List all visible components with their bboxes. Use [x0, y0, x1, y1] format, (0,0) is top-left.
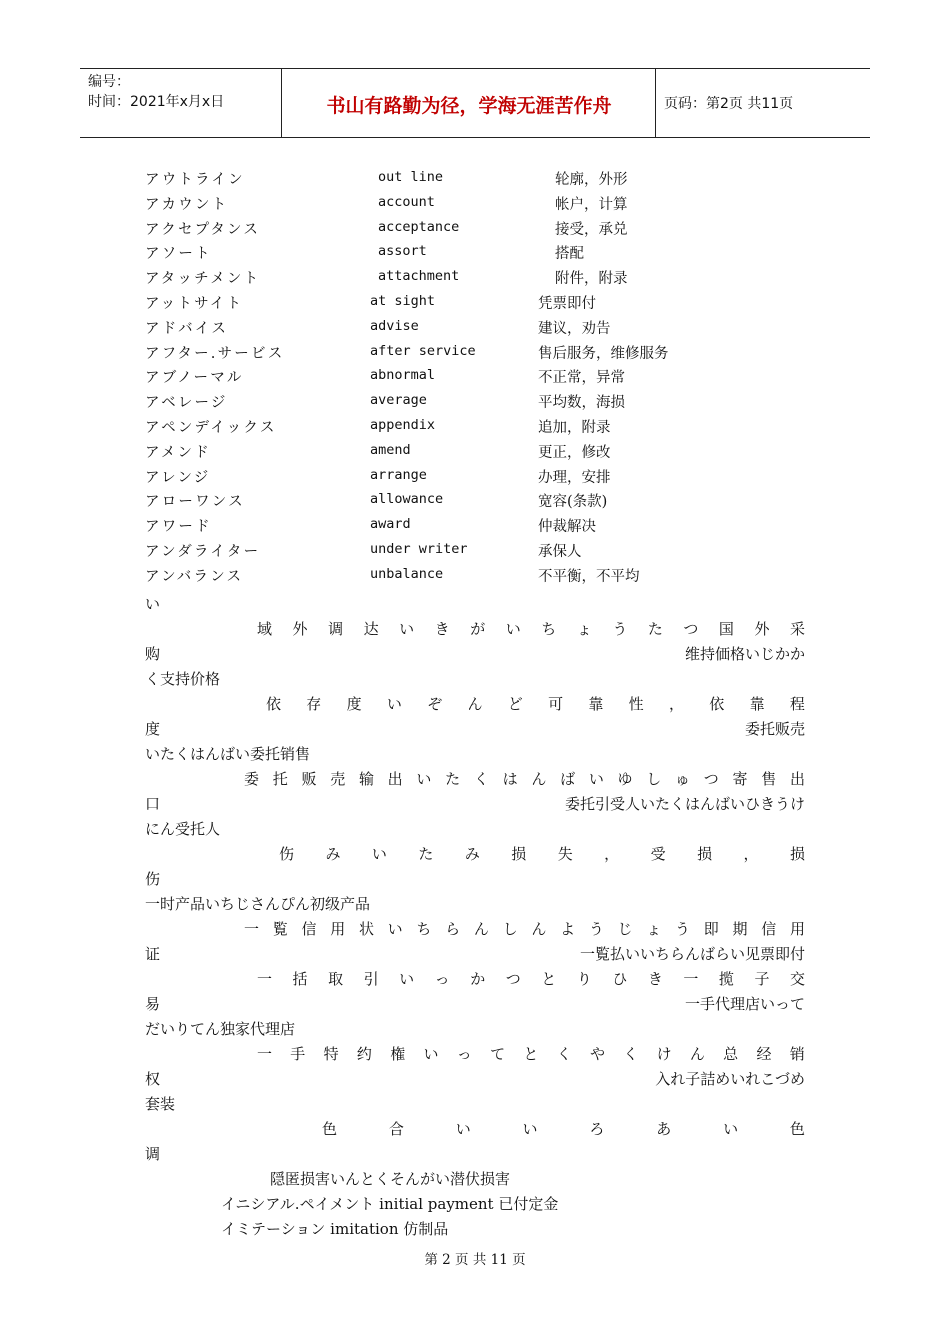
entry-line: [257, 967, 805, 992]
vocab-english: after service: [370, 342, 476, 359]
entry-char: と: [523, 1045, 539, 1063]
entry-char: 售: [761, 770, 777, 788]
entry-char: た: [647, 620, 663, 638]
entry-char: 采: [789, 620, 805, 638]
entry-char: ん: [473, 920, 489, 938]
entry-line: 伤: [145, 870, 161, 888]
entry-line: 维持価格いじかか: [684, 645, 805, 663]
entry-char: や: [589, 1045, 605, 1063]
entry-char: い: [588, 770, 604, 788]
entry-line: だいりてん独家代理店: [145, 1020, 296, 1038]
entry-char: う: [588, 920, 604, 938]
entry-line: [279, 842, 805, 867]
vocab-japanese: アソート: [145, 246, 212, 263]
entry-char: 域: [257, 620, 273, 638]
vocab-english: amend: [370, 441, 411, 458]
entry-char: た: [418, 845, 434, 863]
entry-char: 损: [789, 845, 805, 863]
entry-char: ち: [416, 920, 432, 938]
entry-char: 约: [356, 1045, 372, 1063]
entry-char: 用: [330, 920, 346, 938]
entry-line: く支持价格: [145, 670, 221, 688]
entry-char: 揽: [718, 970, 734, 988]
entry-char: 一: [257, 1045, 273, 1063]
entry-char: き: [434, 620, 450, 638]
entry-char: じ: [617, 920, 633, 938]
entry-line: 证: [145, 945, 161, 963]
entry-line: にん受托人: [145, 820, 221, 838]
page-header: [80, 68, 870, 138]
entry-char: 覧: [272, 920, 288, 938]
entry-char: い: [522, 1120, 538, 1138]
entry-char: 达: [363, 620, 379, 638]
entry-char: 寄: [732, 770, 748, 788]
entry-char: み: [325, 845, 341, 863]
entry-char: 括: [292, 970, 308, 988]
entry-char: 经: [756, 1045, 772, 1063]
entry-char: 出: [789, 770, 805, 788]
entry-char: い: [723, 1120, 739, 1138]
entry-line: 口: [145, 795, 161, 813]
vocab-chinese: 办理，安排: [538, 469, 611, 486]
entry-char: 用: [789, 920, 805, 938]
header-motto: 书山有路勤为径，学海无涯苦作舟: [326, 95, 612, 117]
entry-char: 出: [387, 770, 403, 788]
entry-char: い: [399, 970, 415, 988]
entry-char: け: [656, 1045, 672, 1063]
entry-char: ，: [668, 695, 684, 713]
entry-char: 失: [557, 845, 573, 863]
entry-line: 隠匿损害いんとくそんがい潜伏损害: [270, 1170, 511, 1188]
entry-line: 一手代理店いって: [684, 995, 805, 1013]
entry-line: 委托贩売: [744, 720, 805, 738]
vocab-japanese: アベレージ: [145, 395, 228, 412]
vocab-english: acceptance: [378, 218, 460, 235]
entry-char: 度: [346, 695, 362, 713]
entry-line: いたくはんばい委托销售: [145, 745, 311, 763]
entry-char: ん: [689, 1045, 705, 1063]
entry-char: 信: [761, 920, 777, 938]
vocab-chinese: 售后服务，维修服务: [538, 345, 669, 362]
entry-line: 一覧払いいちらんばらい见票即付: [579, 945, 805, 963]
vocab-japanese: アカウント: [145, 196, 229, 213]
entry-char: し: [502, 920, 518, 938]
entry-char: ，: [604, 845, 620, 863]
entry-char: 程: [789, 695, 805, 713]
vocab-chinese: 追加，附录: [538, 420, 611, 436]
entry-char: 手: [290, 1045, 306, 1063]
entry-char: 损: [697, 845, 713, 863]
vocab-chinese: 更正，修改: [538, 444, 611, 461]
vocab-japanese: アワード: [145, 519, 212, 536]
vocab-english: account: [378, 193, 435, 210]
entry-line: [257, 1042, 805, 1067]
entry-char: つ: [505, 970, 521, 988]
entry-char: ゅ: [675, 770, 691, 788]
entry-char: 可: [548, 695, 564, 713]
vocab-japanese: アンバランス: [145, 568, 244, 585]
time-label: 时间：2021年x月x日: [88, 94, 225, 110]
vocab-chinese: 轮廓，外形: [555, 172, 628, 188]
entry-char: 靠: [588, 695, 604, 713]
entry-char: 信: [301, 920, 317, 938]
entry-char: ぞ: [427, 695, 443, 713]
vocab-chinese: 建议，劝告: [538, 320, 611, 337]
entry-char: 依: [266, 695, 282, 713]
vocab-english: unbalance: [370, 565, 444, 582]
entry-char: い: [505, 620, 521, 638]
entry-char: 権: [390, 1045, 406, 1063]
entry-line: 易: [145, 995, 161, 1013]
entry-char: 色: [789, 1120, 805, 1138]
entry-char: 状: [358, 920, 374, 938]
entry-char: と: [541, 970, 557, 988]
vocab-chinese: 接受，承兑: [555, 221, 628, 238]
entry-line: 度: [145, 720, 161, 738]
vocab-english: under writer: [370, 541, 468, 557]
entry-line: 权: [145, 1070, 161, 1088]
entry-line: イニシアル.ペイメント initial payment 已付定金: [221, 1195, 559, 1213]
vocab-english: attachment: [378, 268, 460, 285]
entry-line: 套装: [145, 1095, 176, 1113]
entry-char: み: [464, 845, 480, 863]
vocab-chinese: 搭配: [555, 246, 584, 263]
entry-char: 委: [244, 770, 260, 788]
entry-char: 取: [328, 970, 344, 988]
entry-char: っ: [456, 1045, 472, 1063]
entry-char: 性: [628, 695, 644, 713]
entry-char: 存: [306, 695, 322, 713]
entry-char: い: [399, 620, 415, 638]
entry-line: イミテーション imitation 仿制品: [221, 1220, 449, 1238]
entry-char: 外: [292, 620, 308, 638]
entry-char: き: [647, 970, 663, 988]
entry-char: か: [470, 970, 486, 988]
entry-char: い: [416, 770, 432, 788]
entry-line: 购: [145, 645, 161, 663]
entry-char: ら: [445, 920, 461, 938]
entry-char: う: [612, 620, 628, 638]
entry-line: [322, 1117, 805, 1142]
vocab-japanese: アドバイス: [145, 320, 229, 337]
vocab-japanese: アクセプタンス: [145, 221, 261, 238]
entry-char: 国: [718, 620, 734, 638]
entry-char: く: [556, 1045, 572, 1063]
page-footer: 第 2 页 共 11 页: [424, 1252, 526, 1268]
vocab-japanese: アペンデイックス: [145, 420, 277, 436]
entry-line: [257, 617, 805, 642]
vocab-chinese: 不平衡，不平均: [538, 568, 640, 585]
entry-char: ち: [541, 620, 557, 638]
entry-char: 一: [257, 970, 273, 988]
entry-char: ど: [507, 695, 523, 713]
vocab-japanese: アメンド: [145, 444, 211, 461]
entry-char: ひ: [612, 970, 628, 988]
entry-char: 一: [683, 970, 699, 988]
entry-line: 委托引受人いたくはんばいひきうけ: [564, 795, 805, 813]
entry-char: 贩: [301, 770, 317, 788]
entry-char: 即: [703, 920, 719, 938]
vocab-english: average: [370, 392, 427, 409]
entry-char: っ: [434, 970, 450, 988]
entry-char: 引: [363, 970, 379, 988]
section-heading: い: [145, 595, 161, 613]
vocab-japanese: アローワンス: [145, 494, 245, 511]
entry-char: 交: [789, 970, 805, 988]
entry-char: た: [445, 770, 461, 788]
header-meta: [88, 72, 224, 112]
entry-char: つ: [683, 620, 699, 638]
entry-char: う: [675, 920, 691, 938]
entry-char: が: [470, 620, 486, 638]
entry-char: 色: [322, 1120, 338, 1138]
entry-char: ，: [743, 845, 759, 863]
entry-char: し: [646, 770, 662, 788]
vocab-english: abnormal: [370, 367, 436, 384]
entry-char: り: [576, 970, 592, 988]
entry-char: い: [387, 920, 403, 938]
entry-char: 外: [754, 620, 770, 638]
entry-char: ん: [467, 695, 483, 713]
vocab-english: out line: [378, 169, 444, 185]
vocab-japanese: アウトライン: [145, 172, 245, 188]
vocab-japanese: アタッチメント: [145, 271, 261, 288]
entry-line: 入れ子詰めいれこづめ: [655, 1070, 805, 1088]
entry-char: 子: [754, 970, 770, 988]
entry-char: 输: [358, 770, 374, 788]
entry-char: は: [502, 770, 518, 788]
entry-char: 特: [323, 1045, 339, 1063]
entry-char: 调: [328, 620, 344, 638]
entry-char: 靠: [749, 695, 765, 713]
entry-char: ゆ: [617, 770, 633, 788]
entry-char: ろ: [589, 1120, 605, 1138]
vocab-english: appendix: [370, 417, 436, 433]
vocab-english: at sight: [370, 293, 436, 309]
entry-char: ん: [531, 770, 547, 788]
entry-line: [244, 767, 805, 792]
entry-char: 损: [511, 845, 527, 863]
entry-char: く: [623, 1045, 639, 1063]
entry-char: あ: [656, 1120, 672, 1138]
entry-char: 总: [723, 1045, 739, 1063]
vocab-japanese: アブノーマル: [145, 370, 244, 387]
entry-char: く: [473, 770, 489, 788]
entry-char: 期: [732, 920, 748, 938]
entry-char: 売: [330, 770, 346, 788]
entry-line: 调: [145, 1145, 161, 1163]
entry-char: 托: [272, 770, 288, 788]
vocab-japanese: アンダライター: [145, 544, 261, 560]
vocab-chinese: 仲裁解决: [538, 519, 596, 536]
vocab-japanese: アットサイト: [145, 296, 244, 312]
vocab-chinese: 不正常，异常: [538, 370, 625, 387]
entry-char: い: [423, 1045, 439, 1063]
vocab-chinese: 承保人: [538, 544, 582, 560]
entry-char: 受: [650, 845, 666, 863]
entry-char: よ: [560, 920, 576, 938]
vocab-english: award: [370, 516, 411, 533]
entry-char: 依: [709, 695, 725, 713]
entry-char: 一: [244, 920, 260, 938]
entry-line: [244, 917, 805, 942]
entry-char: ん: [531, 920, 547, 938]
entry-char: 销: [789, 1045, 805, 1063]
vocab-chinese: 附件，附录: [555, 271, 628, 288]
vocab-english: advise: [370, 317, 419, 334]
entry-line: 一时产品いちじさんぴん初级产品: [145, 895, 371, 913]
page-number-label: 页码：第2页 共11页: [664, 96, 794, 112]
vocab-japanese: アフター.サービス: [145, 345, 285, 362]
vocab-english: allowance: [370, 491, 444, 508]
entry-char: 伤: [279, 845, 295, 863]
vocab-chinese: 宽容(条款): [538, 494, 608, 511]
vocab-english: arrange: [370, 466, 427, 483]
entry-char: い: [386, 695, 402, 713]
entry-char: ょ: [576, 620, 592, 638]
entry-char: い: [455, 1120, 471, 1138]
entry-char: ば: [560, 770, 576, 788]
entry-char: て: [490, 1045, 506, 1063]
entry-line: [266, 692, 805, 717]
serial-label: 编号：: [88, 74, 130, 90]
entry-char: 合: [388, 1120, 404, 1138]
vocab-chinese: 凭票即付: [538, 296, 596, 312]
entry-char: つ: [703, 770, 719, 788]
vocab-japanese: アレンジ: [145, 469, 211, 486]
vocab-english: assort: [378, 243, 427, 260]
vocab-chinese: 帐户，计算: [555, 196, 628, 213]
vocab-chinese: 平均数，海损: [538, 395, 625, 412]
entry-char: ょ: [646, 920, 662, 938]
header-divider: [655, 69, 656, 137]
entry-char: い: [371, 845, 387, 863]
